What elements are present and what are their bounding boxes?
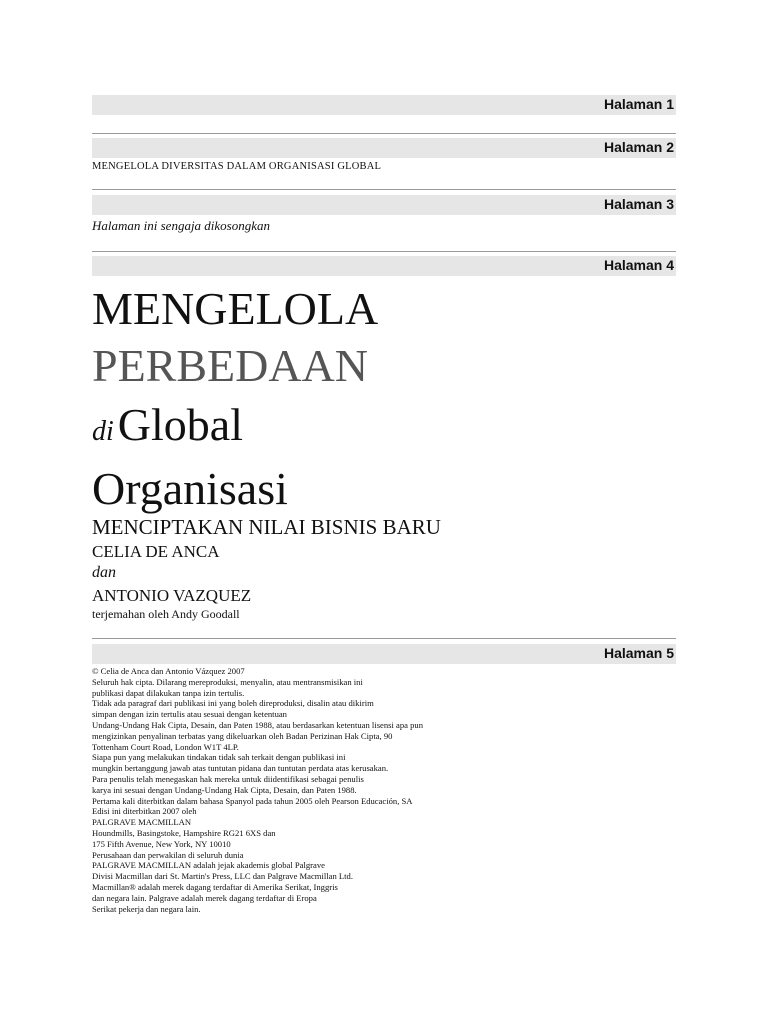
- legal-line: © Celia de Anca dan Antonio Vázquez 2007: [92, 666, 245, 676]
- copyright-block: [92, 666, 423, 914]
- page-divider: [92, 638, 676, 639]
- legal-line: Tidak ada paragraf dari publikasi ini yang boleh direproduksi, disalin atau dikirim: [92, 698, 374, 709]
- legal-line: karya ini sesuai dengan Undang-Undang Hak Cipta, Desain, dan Paten 1988.: [92, 784, 357, 795]
- legal-line: Tottenham Court Road, London W1T 4LP.: [92, 741, 239, 752]
- subtitle: MENCIPTAKAN NILAI BISNIS BARU: [92, 515, 441, 539]
- conjunction: dan: [92, 564, 116, 581]
- author-1: CELIA DE ANCA: [92, 542, 220, 561]
- legal-line: Serikat pekerja dan negara lain.: [92, 903, 201, 914]
- title-line-4: Organisasi: [92, 463, 288, 514]
- page-number-3: Halaman 3: [603, 196, 674, 212]
- legal-line: Houndmills, Basingstoke, Hampshire RG21 6XS dan: [92, 827, 276, 838]
- translator: terjemahan oleh Andy Goodall: [92, 607, 240, 621]
- legal-line: Macmillan® adalah merek dagang terdaftar di Amerika Serikat, Inggris: [92, 881, 338, 892]
- legal-line: publikasi dapat dilakukan tanpa izin tertulis.: [92, 687, 245, 698]
- page-header-1: [92, 95, 676, 115]
- legal-line: Pertama kali diterbitkan dalam bahasa Spanyol pada tahun 2005 oleh Pearson Educación, SA: [92, 795, 413, 806]
- title-prefix: di: [92, 416, 114, 447]
- page-header-5: [92, 644, 676, 664]
- legal-line: dan negara lain. Palgrave adalah merek dagang terdaftar di Eropa: [92, 892, 317, 903]
- legal-line: Siapa pun yang melakukan tindakan tidak sah terkait dengan publikasi ini: [92, 752, 346, 763]
- author-2: ANTONIO VAZQUEZ: [92, 586, 252, 605]
- legal-line: Perusahaan dan perwakilan di seluruh dunia: [92, 849, 244, 860]
- legal-line: mengizinkan penyalinan terbatas yang dikeluarkan oleh Badan Perizinan Hak Cipta, 90: [92, 730, 393, 741]
- page-header-2: [92, 138, 676, 158]
- legal-line: Undang-Undang Hak Cipta, Desain, dan Paten 1988, atau berdasarkan ketentuan lisensi apa pun: [92, 719, 424, 730]
- legal-line: Edisi ini diterbitkan 2007 oleh: [92, 806, 197, 817]
- page-divider: [92, 133, 676, 134]
- page-number-1: Halaman 1: [603, 96, 674, 112]
- legal-line: PALGRAVE MACMILLAN adalah jejak akademis global Palgrave: [92, 860, 325, 871]
- page-number-5: Halaman 5: [603, 645, 674, 661]
- legal-line: mungkin bertanggung jawab atas tuntutan pidana dan tuntutan perdata atas kerusakan.: [92, 763, 389, 774]
- legal-line: Para penulis telah menegaskan hak mereka untuk diidentifikasi sebagai penulis: [92, 773, 364, 784]
- title-line-2: PERBEDAAN: [92, 340, 369, 391]
- title-line-1: MENGELOLA: [92, 283, 379, 334]
- page-number-2: Halaman 2: [603, 139, 674, 155]
- legal-line: 175 Fifth Avenue, New York, NY 10010: [92, 838, 231, 849]
- page-header-4: [92, 256, 676, 276]
- legal-line: Divisi Macmillan dari St. Martin's Press, LLC dan Palgrave Macmillan Ltd.: [92, 871, 353, 882]
- page-header-3: [92, 195, 676, 215]
- legal-line: simpan dengan izin tertulis atau sesuai dengan ketentuan: [92, 709, 287, 720]
- legal-line: Seluruh hak cipta. Dilarang mereproduksi, menyalin, atau mentransmisikan ini: [92, 676, 363, 687]
- page-number-4: Halaman 4: [603, 257, 674, 273]
- title-line-3: [92, 399, 243, 450]
- page2-text: MENGELOLA DIVERSITAS DALAM ORGANISASI GLOBAL: [92, 161, 382, 172]
- legal-line: PALGRAVE MACMILLAN: [92, 817, 192, 828]
- title-global: Global: [117, 399, 243, 450]
- page-divider: [92, 251, 676, 252]
- page3-text: Halaman ini sengaja dikosongkan: [92, 218, 271, 233]
- page-divider: [92, 189, 676, 190]
